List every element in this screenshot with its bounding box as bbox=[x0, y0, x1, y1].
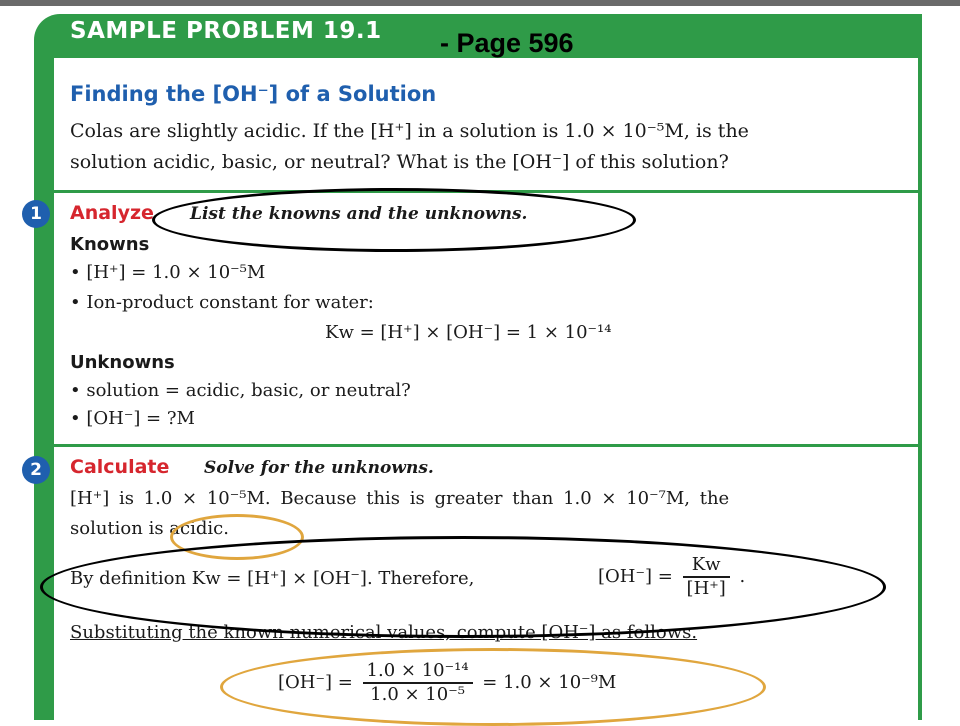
final-fraction bbox=[363, 660, 473, 706]
banner-title: SAMPLE PROBLEM 19.1 bbox=[70, 18, 382, 44]
definition-sentence: By definition Kw = [H⁺] × [OH⁻]. Therefore, bbox=[70, 568, 475, 589]
kw-equation: Kw = [H⁺] × [OH⁻] = 1 × 10⁻¹⁴ bbox=[325, 322, 612, 343]
def-numerator: Kw bbox=[683, 554, 730, 578]
final-denominator: 1.0 × 10⁻⁵ bbox=[370, 684, 465, 705]
substitute-sentence: Substituting the known numerical values, compute [OH⁻] as follows. bbox=[70, 622, 698, 643]
calculate-subheading: Solve for the unknowns. bbox=[204, 458, 434, 478]
problem-statement-line2: solution acidic, basic, or neutral? What is the [OH⁻] of this solution? bbox=[70, 151, 729, 173]
def-lhs: [OH⁻] = bbox=[598, 566, 673, 587]
known-ion-product: • Ion-product constant for water: bbox=[70, 292, 374, 313]
def-fraction bbox=[683, 554, 730, 600]
left-green-bar bbox=[34, 52, 54, 720]
definition-fraction bbox=[598, 554, 745, 600]
problem-title: Finding the [OH⁻] of a Solution bbox=[70, 82, 437, 106]
def-end: . bbox=[739, 566, 746, 587]
unknowns-label: Unknowns bbox=[70, 352, 175, 373]
step-2-badge: 2 bbox=[22, 456, 50, 484]
final-equation bbox=[278, 660, 616, 706]
calc-line-2: solution is acidic. bbox=[70, 518, 229, 539]
calculate-heading: Calculate bbox=[70, 456, 170, 478]
final-rhs: = 1.0 × 10⁻⁹M bbox=[482, 672, 617, 693]
step-1-badge: 1 bbox=[22, 200, 50, 228]
final-numerator: 1.0 × 10⁻¹⁴ bbox=[363, 660, 473, 684]
analyze-heading: Analyze bbox=[70, 202, 154, 224]
calc-line-1: [H⁺] is 1.0 × 10⁻⁵M. Because this is greater than 1.0 × 10⁻⁷M, the bbox=[70, 488, 730, 509]
page-reference: - Page 596 bbox=[440, 28, 574, 58]
problem-statement-line1: Colas are slightly acidic. If the [H⁺] in a solution is 1.0 × 10⁻⁵M, is the bbox=[70, 120, 749, 142]
final-lhs: [OH⁻] = bbox=[278, 672, 353, 693]
knowns-label: Knowns bbox=[70, 234, 150, 255]
unknown-oh-concentration: • [OH⁻] = ?M bbox=[70, 408, 195, 429]
unknown-solution-type: • solution = acidic, basic, or neutral? bbox=[70, 380, 411, 401]
known-h-concentration: • [H⁺] = 1.0 × 10⁻⁵M bbox=[70, 262, 266, 283]
def-denominator: [H⁺] bbox=[686, 578, 726, 599]
section-divider-1 bbox=[54, 190, 920, 193]
right-green-bar bbox=[918, 14, 922, 720]
section-divider-2 bbox=[54, 444, 920, 447]
analyze-subheading: List the knowns and the unknowns. bbox=[190, 204, 528, 224]
